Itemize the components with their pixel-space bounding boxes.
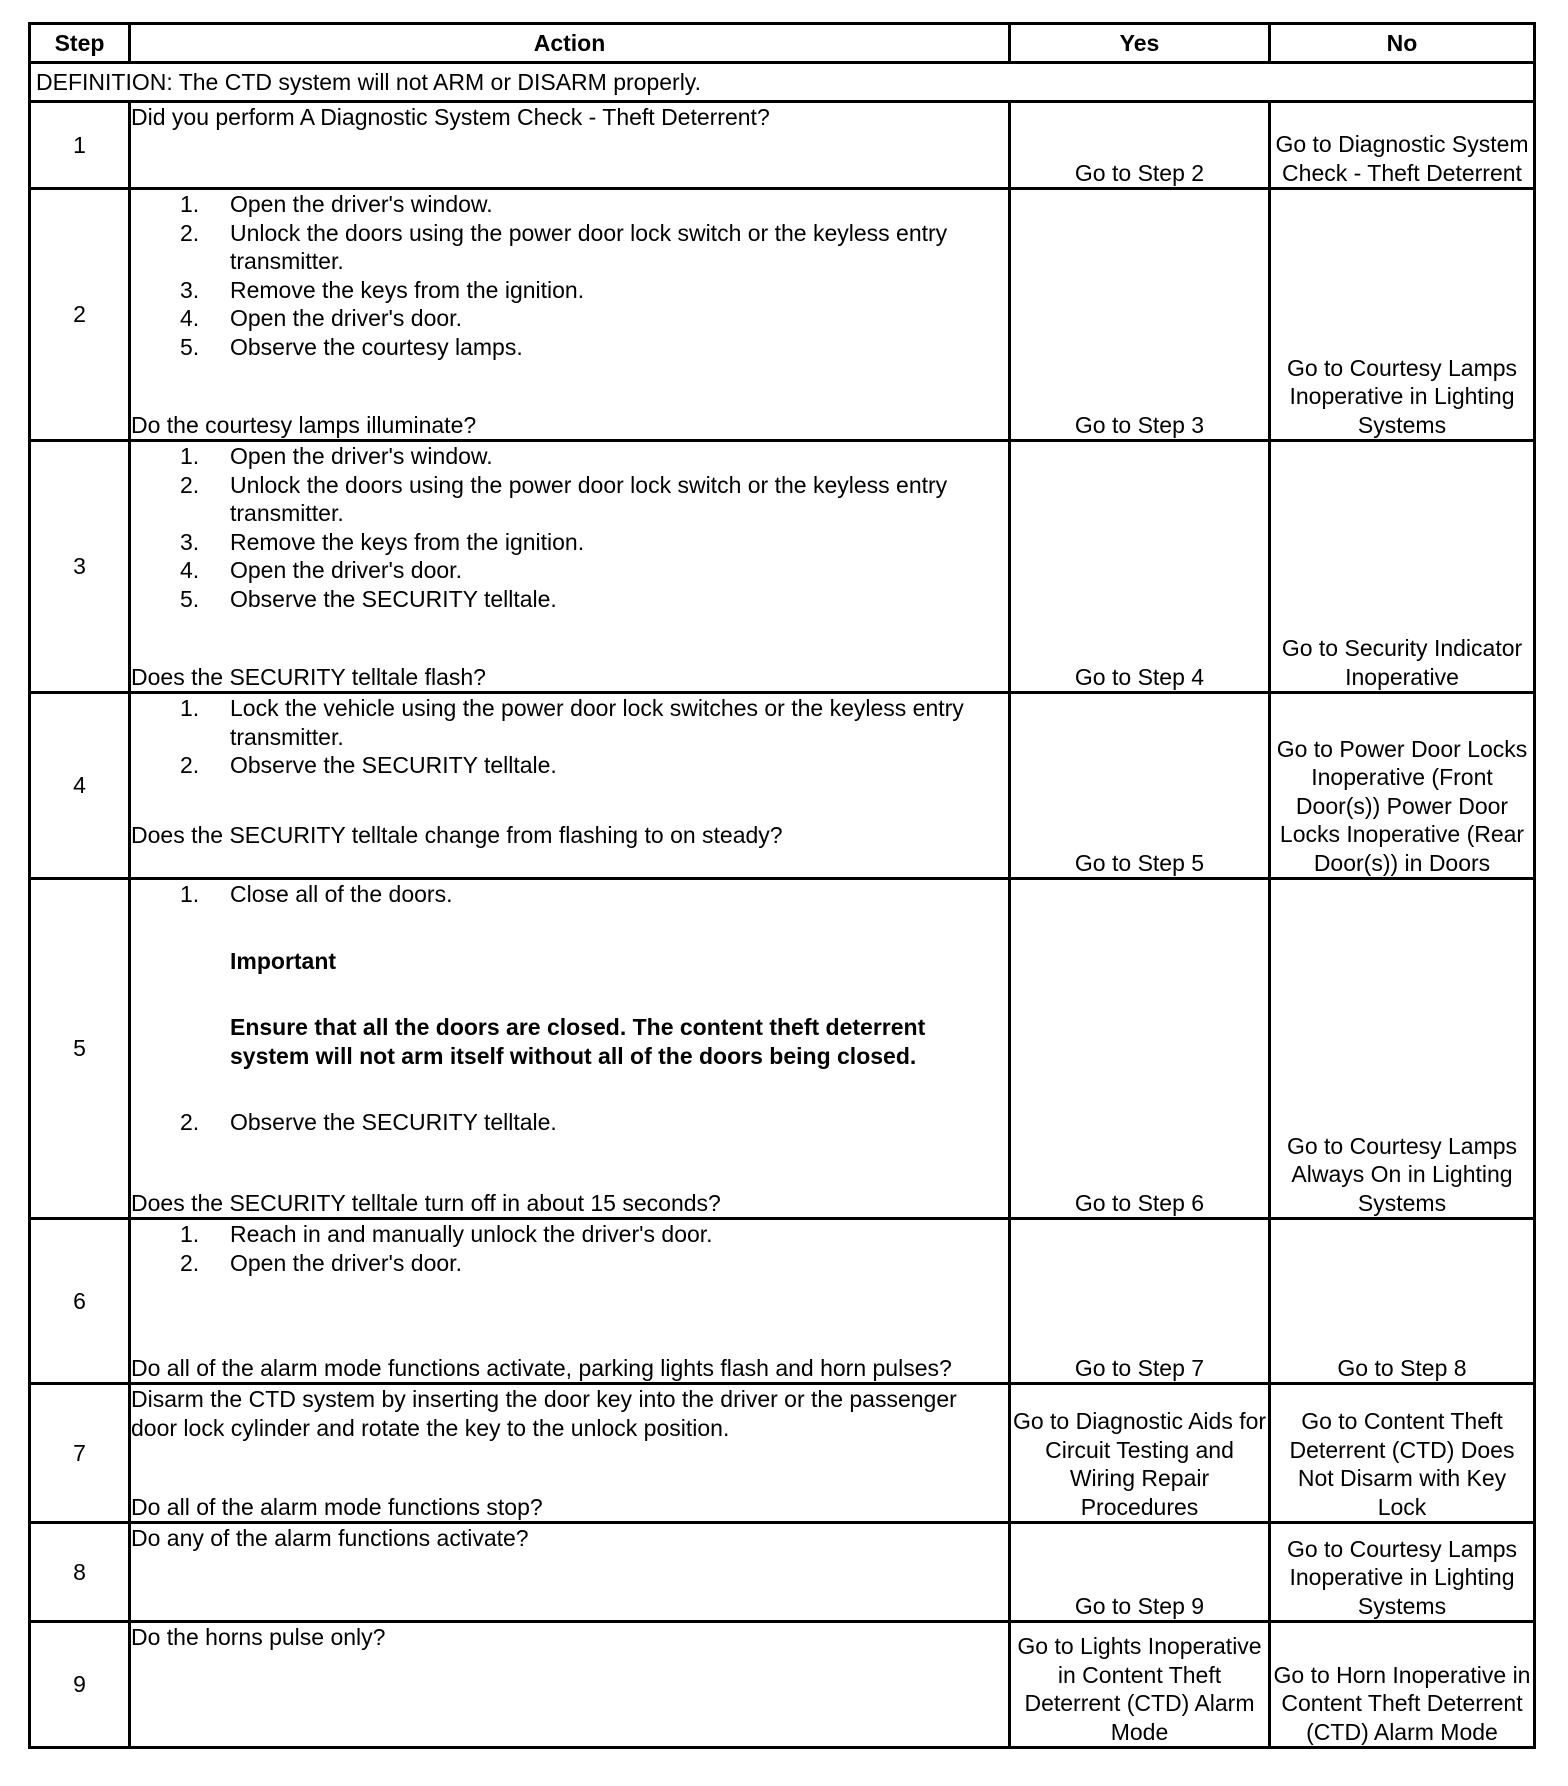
list-item: 1. Open the driver's window. [180,191,493,217]
procedure-list [131,880,1008,909]
question-text: Does the SECURITY telltale turn off in about 15 seconds? [131,1189,721,1216]
step-number: 7 [30,1384,130,1523]
list-item: 1. Open the driver's window. [180,443,493,469]
yes-cell: Go to Step 6 [1010,879,1270,1219]
table-row [30,693,1535,879]
procedure-list [131,694,1008,780]
question-text: Do the courtesy lamps illuminate? [131,411,477,438]
diagnostic-table-container [28,22,1533,1749]
list-item: 3. Remove the keys from the ignition. [180,528,585,555]
diagnostic-table [28,22,1536,1749]
step-number: 8 [30,1523,130,1622]
step-number: 9 [30,1622,130,1748]
list-item: 5. Observe the SECURITY telltale. [180,585,557,612]
action-cell [130,1523,1010,1622]
step-number: 3 [30,441,130,693]
table-row [30,879,1535,1219]
yes-cell: Go to Step 9 [1010,1523,1270,1622]
definition-row [30,63,1535,102]
no-cell: Go to Content Theft Deterrent (CTD) Does Not Disarm with Key Lock [1270,1384,1535,1523]
question-text: Does the SECURITY telltale flash? [131,663,486,690]
list-item: 1. Lock the vehicle using the power door lock switches or the keyless entry transmitter. [180,695,964,750]
no-cell: Go to Courtesy Lamps Inoperative in Lighting Systems [1270,189,1535,441]
list-item: 3. Remove the keys from the ignition. [180,276,585,303]
action-cell [130,189,1010,441]
action-cell [130,102,1010,189]
list-item: 1. Reach in and manually unlock the driver's door. [180,1221,713,1247]
table-row [30,189,1535,441]
list-item: 5. Observe the courtesy lamps. [180,333,523,360]
action-cell [130,441,1010,693]
table-row [30,1622,1535,1748]
header-step: Step [30,24,130,63]
step-number: 6 [30,1219,130,1384]
list-item: 2. Unlock the doors using the power door lock switch or the keyless entry transmitter. [180,219,948,274]
question-text: Do the horns pulse only? [131,1624,386,1650]
definition-text: DEFINITION: The CTD system will not ARM or DISARM properly. [30,63,1535,102]
action-cell [130,879,1010,1219]
yes-cell: Go to Step 7 [1010,1219,1270,1384]
step-number: 4 [30,693,130,879]
table-row [30,102,1535,189]
yes-cell: Go to Step 2 [1010,102,1270,189]
step-number: 5 [30,879,130,1219]
no-cell: Go to Diagnostic System Check - Theft Deterrent [1270,102,1535,189]
procedure-list [131,190,1008,361]
no-cell: Go to Courtesy Lamps Inoperative in Lighting Systems [1270,1523,1535,1622]
question-text: Do all of the alarm mode functions stop? [131,1493,543,1520]
list-item: 2. Observe the SECURITY telltale. [180,1109,557,1135]
step-number: 1 [30,102,130,189]
yes-cell: Go to Step 5 [1010,693,1270,879]
action-cell [130,1622,1010,1748]
yes-cell: Go to Lights Inoperative in Content Theft Deterrent (CTD) Alarm Mode [1010,1622,1270,1748]
no-cell: Go to Step 8 [1270,1219,1535,1384]
no-cell: Go to Power Door Locks Inoperative (Front Door(s)) Power Door Locks Inoperative (Rear Door(s)) in Doors [1270,693,1535,879]
procedure-list [131,1220,1008,1277]
table-row [30,441,1535,693]
no-cell: Go to Horn Inoperative in Content Theft Deterrent (CTD) Alarm Mode [1270,1622,1535,1748]
no-cell: Go to Courtesy Lamps Always On in Lighting Systems [1270,879,1535,1219]
procedure-list [131,1108,1008,1137]
question-text: Do any of the alarm functions activate? [131,1525,529,1551]
important-note: Ensure that all the doors are closed. The content theft deterrent system will not arm itself without all of the doors being closed. [230,1014,926,1069]
important-label: Important [230,947,337,974]
yes-cell: Go to Diagnostic Aids for Circuit Testing and Wiring Repair Procedures [1010,1384,1270,1523]
action-cell [130,693,1010,879]
question-text: Did you perform A Diagnostic System Check - Theft Deterrent? [131,104,770,130]
question-text: Does the SECURITY telltale change from flashing to on steady? [131,821,783,848]
list-item: 1. Close all of the doors. [180,881,453,907]
header-row [30,24,1535,63]
yes-cell: Go to Step 4 [1010,441,1270,693]
step-number: 2 [30,189,130,441]
instruction-text: Disarm the CTD system by inserting the door key into the driver or the passenger door lock cylinder and rotate the key to the unlock position. [131,1386,957,1441]
list-item: 2. Open the driver's door. [180,1249,462,1276]
header-yes: Yes [1010,24,1270,63]
no-cell: Go to Security Indicator Inoperative [1270,441,1535,693]
list-item: 2. Observe the SECURITY telltale. [180,752,557,778]
action-cell [130,1384,1010,1523]
action-cell [130,1219,1010,1384]
header-action: Action [130,24,1010,63]
list-item: 4. Open the driver's door. [180,557,462,583]
list-item: 4. Open the driver's door. [180,305,462,331]
table-row [30,1384,1535,1523]
header-no: No [1270,24,1535,63]
list-item: 2. Unlock the doors using the power door lock switch or the keyless entry transmitter. [180,471,948,526]
table-row [30,1523,1535,1622]
procedure-list [131,442,1008,613]
question-text: Do all of the alarm mode functions activate, parking lights flash and horn pulses? [131,1354,952,1381]
table-row [30,1219,1535,1384]
yes-cell: Go to Step 3 [1010,189,1270,441]
